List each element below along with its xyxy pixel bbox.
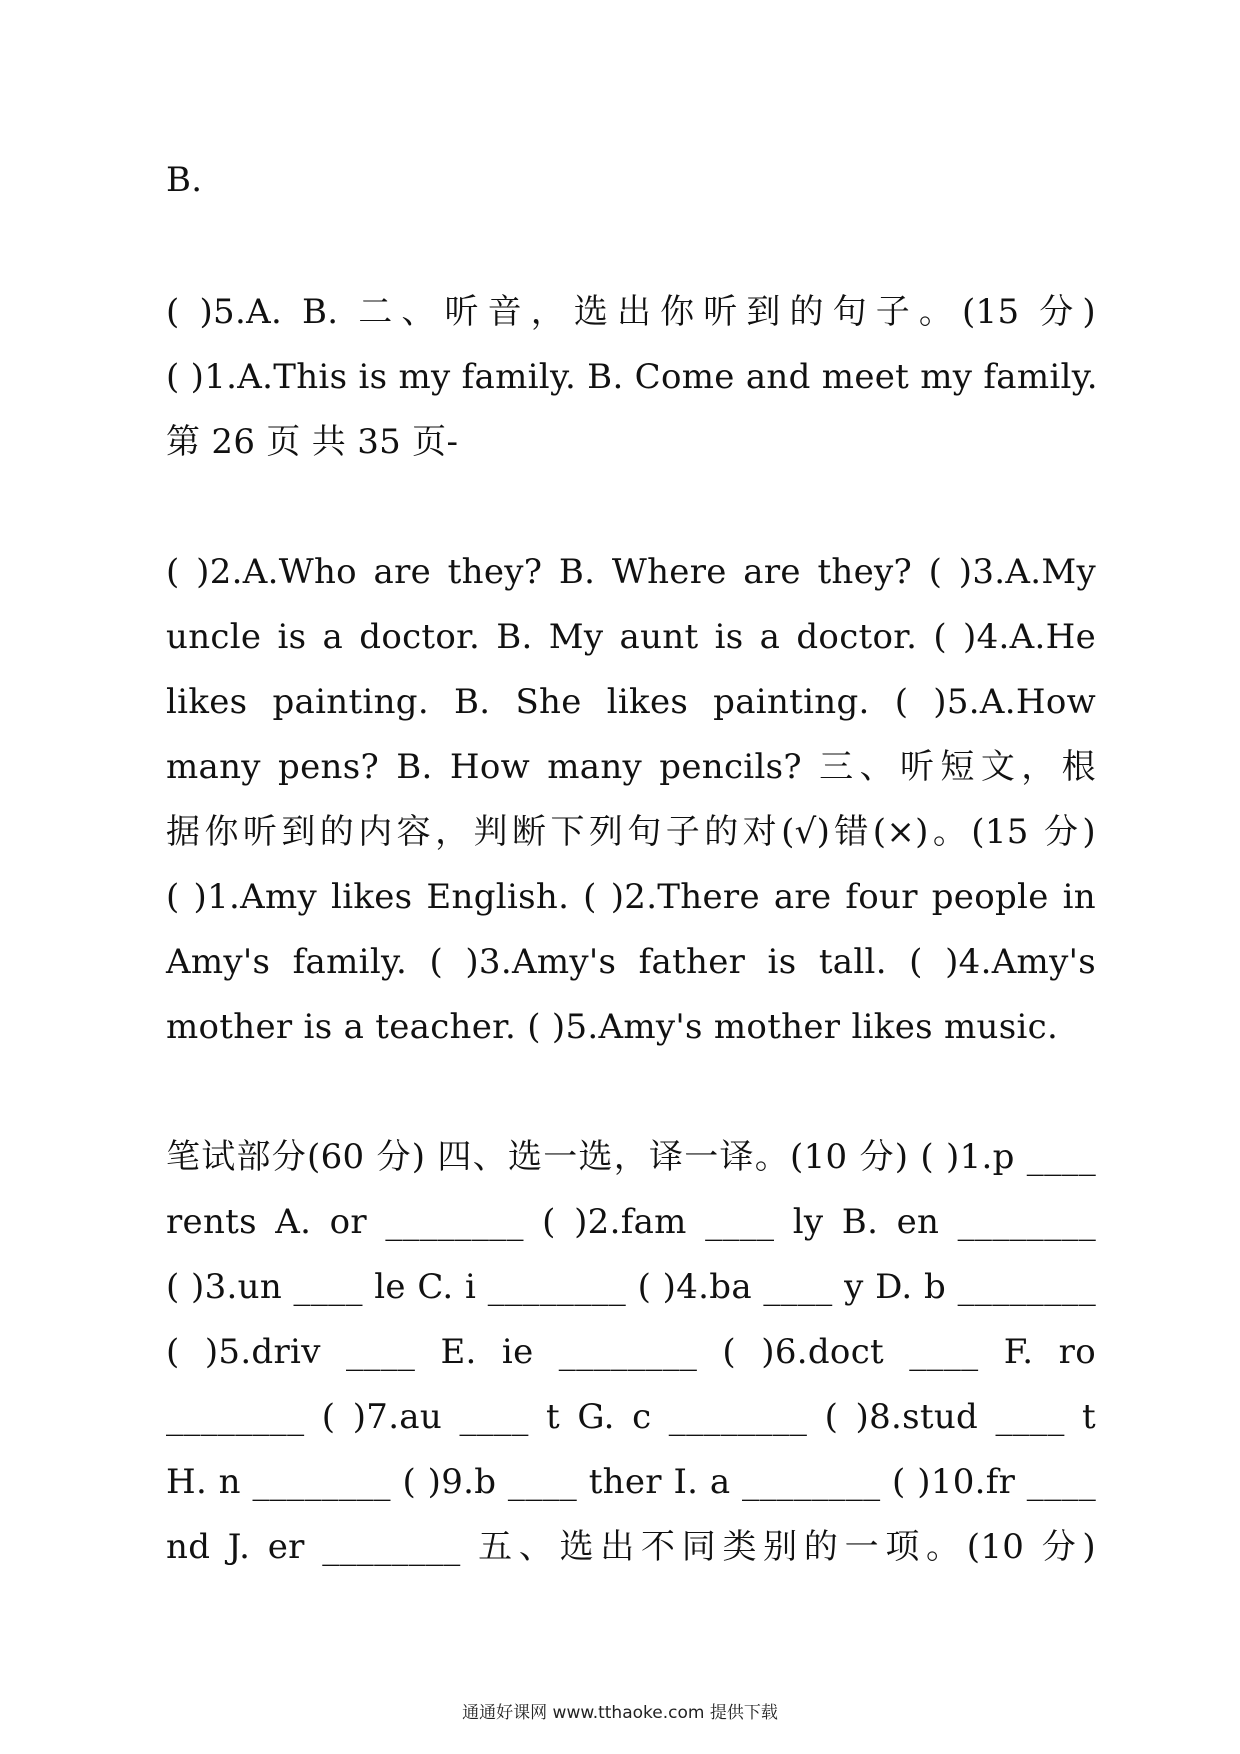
- text-line: many pens? B. How many pencils? 三、听短文，根: [166, 747, 1096, 787]
- text-line: ( )5.A. B. 二、听音，选出你听到的句子。(15 分): [166, 292, 1096, 332]
- text-line: Amy's family. ( )3.Amy's father is tall. ( )4.Amy's: [166, 942, 1096, 982]
- text-line: 笔试部分(60 分) 四、选一选，译一译。(10 分) ( )1.p ____: [166, 1137, 1096, 1177]
- listening-section-3: [166, 540, 1096, 1060]
- page-footer: 通通好课网 www.tthaoke.com 提供下载: [462, 1703, 778, 1723]
- text-line: rents A. or ________ ( )2.fam ____ ly B. en ________: [166, 1202, 1096, 1242]
- text-line: ( )1.Amy likes English. ( )2.There are four people in: [166, 877, 1096, 917]
- text-line: ( )5.driv ____ E. ie ________ ( )6.doct ____ F. ro: [166, 1332, 1096, 1372]
- text-block-top: [166, 148, 1096, 213]
- page-number-line: 第 26 页 共 35 页-: [166, 422, 459, 462]
- text-line: ( )2.A.Who are they? B. Where are they? ( )3.A.My: [166, 552, 1096, 592]
- listening-section-2: [166, 280, 1096, 475]
- text-line: uncle is a doctor. B. My aunt is a doctor. ( )4.A.He: [166, 617, 1096, 657]
- text-line: 据你听到的内容，判断下列句子的对(√)错(×)。(15 分): [166, 812, 1096, 852]
- text-line: likes painting. B. She likes painting. ( )5.A.How: [166, 682, 1096, 722]
- text-line: nd J. er ________ 五、选出不同类别的一项。(10 分): [166, 1527, 1096, 1567]
- text-line: ( )1.A.This is my family. B. Come and meet my family.: [166, 357, 1098, 397]
- text-line: ( )3.un ____ le C. i ________ ( )4.ba ____ y D. b ________: [166, 1267, 1096, 1307]
- text-line: ________ ( )7.au ____ t G. c ________ ( )8.stud ____ t: [166, 1397, 1096, 1437]
- text-line: mother is a teacher. ( )5.Amy's mother likes music.: [166, 1007, 1059, 1047]
- written-section: [166, 1125, 1096, 1580]
- text-line: B.: [166, 160, 203, 200]
- text-line: H. n ________ ( )9.b ____ ther I. a ________ ( )10.fr ____: [166, 1462, 1096, 1502]
